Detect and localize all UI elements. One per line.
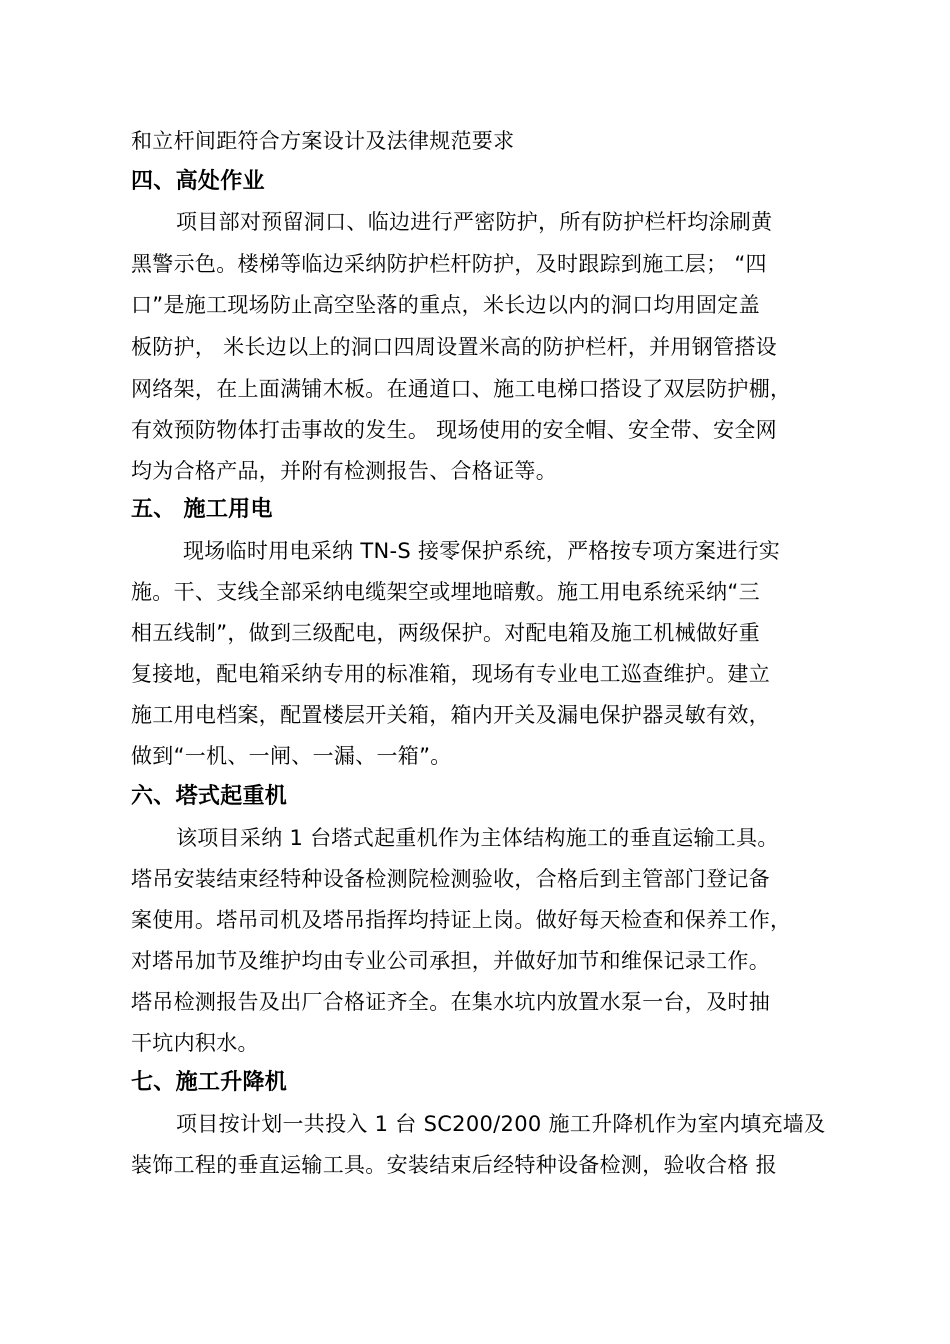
paragraph-line: 项目部对预留洞口、临边进行严密防护，所有防护栏杆均涂刷黄 [176, 210, 773, 234]
paragraph-line: 对塔吊加节及维护均由专业公司承担，并做好加节和维保记录工作。 [131, 949, 770, 973]
paragraph-line: 装饰工程的垂直运输工具。安装结束后经特种设备检测，验收合格 报 [131, 1153, 777, 1177]
paragraph-line: 做到“一机、一闸、一漏、一箱”。 [131, 744, 452, 768]
continuation-line: 和立杆间距符合方案设计及法律规范要求 [131, 129, 515, 153]
paragraph-line: 塔吊安装结束经特种设备检测院检测验收，合格后到主管部门登记备 [131, 867, 770, 891]
paragraph-line: 相五线制”，做到三级配电，两级保护。对配电箱及施工机械做好重 [131, 621, 760, 645]
paragraph-line: 网络架，在上面满铺木板。在通道口、施工电梯口搭设了双层防护棚， [131, 377, 792, 401]
paragraph-line: 均为合格产品，并附有检测报告、合格证等。 [131, 459, 557, 483]
section-heading-high-altitude: 四、高处作业 [131, 169, 265, 194]
paragraph-line: 该项目采纳 1 台塔式起重机作为主体结构施工的垂直运输工具。 [176, 826, 779, 850]
paragraph-line: 施。干、支线全部采纳电缆架空或埋地暗敷。施工用电系统采纳“三 [131, 580, 760, 604]
paragraph-line: 现场临时用电采纳 TN-S 接零保护系统，严格按专项方案进行实 [183, 539, 781, 563]
paragraph-line: 项目按计划一共投入 1 台 SC200/200 施工升降机作为室内填充墙及 [176, 1112, 826, 1136]
paragraph-line: 塔吊检测报告及出厂合格证齐全。在集水坑内放置水泵一台，及时抽 [131, 990, 770, 1014]
paragraph-line: 板防护， 米长边以上的洞口四周设置米高的防护栏杆，并用钢管搭设 [131, 335, 777, 359]
paragraph-line: 有效预防物体打击事故的发生。 现场使用的安全帽、安全带、安全网 [131, 418, 777, 442]
section-heading-tower-crane: 六、塔式起重机 [131, 784, 288, 809]
paragraph-line: 复接地，配电箱采纳专用的标准箱，现场有专业电工巡查维护。建立 [131, 662, 770, 686]
paragraph-line: 施工用电档案，配置楼层开关箱，箱内开关及漏电保护器灵敏有效， [131, 703, 770, 727]
paragraph-line: 案使用。塔吊司机及塔吊指挥均持证上岗。做好每天检查和保养工作， [131, 908, 792, 932]
section-heading-construction-power: 五、 施工用电 [131, 497, 273, 522]
paragraph-line: 口”是施工现场防止高空坠落的重点，米长边以内的洞口均用固定盖 [131, 293, 760, 317]
paragraph-line: 干坑内积水。 [131, 1031, 259, 1055]
section-heading-construction-hoist: 七、施工升降机 [131, 1070, 288, 1095]
paragraph-line: 黑警示色。楼梯等临边采纳防护栏杆防护，及时跟踪到施工层； “四 [131, 252, 767, 276]
